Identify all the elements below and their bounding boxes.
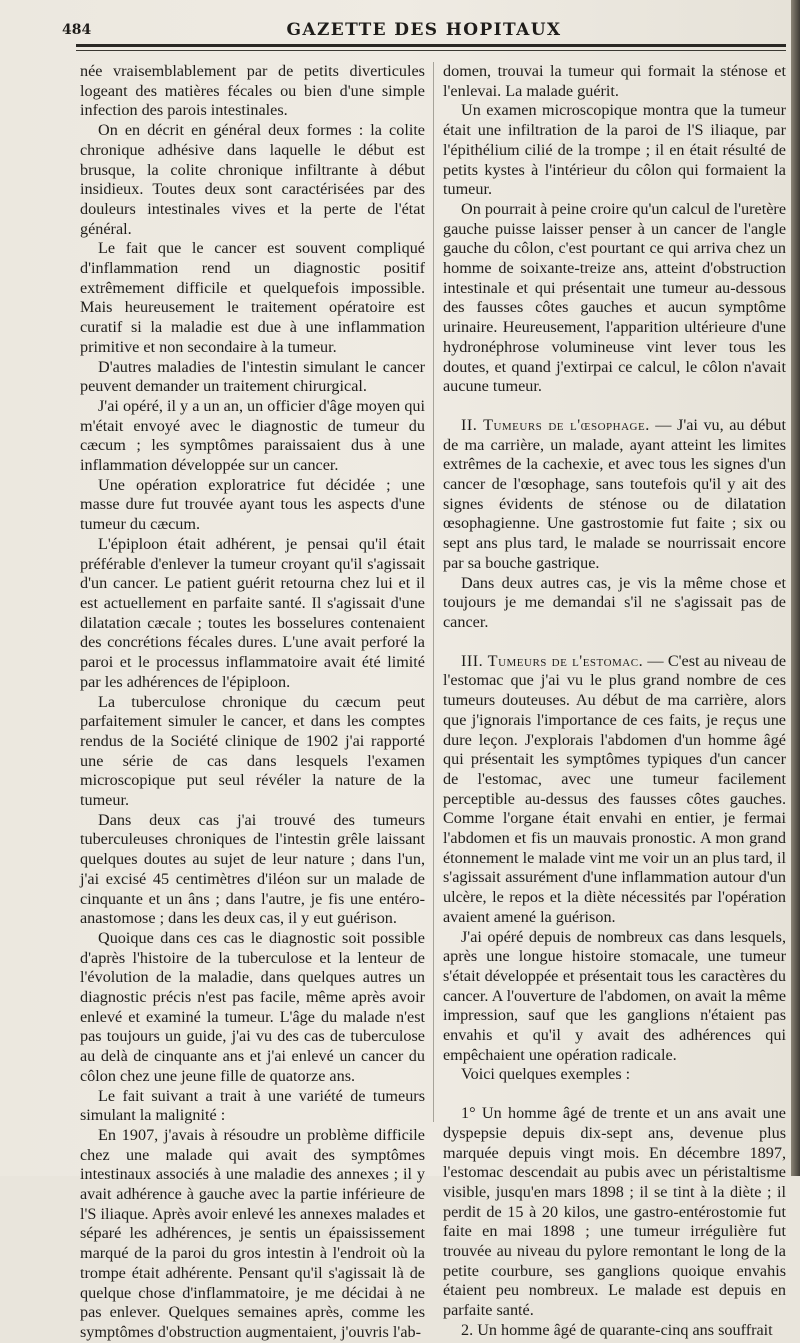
right-column	[443, 62, 786, 1341]
header-rule-thick	[76, 44, 786, 47]
paragraph: Quoique dans ces cas le diagnostic soit possible d'après l'histoire de la tuberculose et la lenteur de l'évolution de la maladie, dans quelques autres un diagnostic précis n'est pas facile, même après avoir enlevé et examiné la tumeur. L'âge du malade n'est pas toujours un guide, j'ai vu des cas de tuberculose au delà de cinquante ans et j'ai enlevé un cancer du côlon chez une jeune fille de quatorze ans.	[80, 928, 425, 1085]
binding-edge	[791, 0, 800, 1176]
paragraph: En 1907, j'avais à résoudre un problème difficile chez une malade qui avait des symptômes intestinaux associés à une maladie des annexes ; il y avait adhérence à gauche avec la partie inférieure de l'S iliaque. Après avoir enlevé les annexes malades et séparé les adhérences, je sentis un épaississement marqué de la paroi du gros intestin à l'endroit où la trompe était adhérente. Pensant qu'il s'agissait là de quelque chose d'inflammatoire, je me décidai à ne pas enlever. Quelques semaines après, comme les symptômes d'obstruction augmentaient, j'ouvris l'ab-	[80, 1125, 425, 1341]
left-column	[80, 62, 425, 1343]
section-text: — J'ai vu, au début de ma carrière, un malade, ayant atteint les limites extrêmes de la cachexie, et avec tous les signes d'un cancer de l'œsophage, sans toutefois qu'il y ait des signes évidents de sténose ou de dilatation œsophagienne. Une gastrostomie fut faite ; six ou sept ans plus tard, le malade se nourrissait encore par sa bouche gastrique.	[443, 415, 787, 572]
paragraph: Le fait suivant a trait à une variété de tumeurs simulant la malignité :	[80, 1086, 425, 1125]
paragraph: Voici quelques exemples :	[461, 1065, 631, 1084]
paragraph: née vraisemblablement par de petits diverticules logeant des matières fécales ou bien d'une simple infection des parois intestinales.	[80, 62, 425, 120]
header-rule-thin	[76, 50, 786, 51]
column-divider	[433, 62, 434, 1122]
example-paragraph: 1° Un homme âgé de trente et un ans avait une dyspepsie depuis dix-sept ans, devenue plus marquée depuis vingt mois. En décembre 1897, l'estomac descendait au pubis avec un péristaltisme visible, jusqu'en mars 1898 ; il se tint à la diète ; il perdit de 15 à 20 kilos, une gastro-entérostomie fut faite en mai 1898 ; une tumeur irrégulière fut trouvée au niveau du pylore remontant le long de la petite courbure, ses ganglions quoique envahis étaient peu nombreux. Le malade est depuis en parfaite santé.	[443, 1104, 786, 1320]
paragraph: On en décrit en général deux formes : la colite chronique adhésive dans laquelle le début est brusque, la colite chronique infiltrante à début insidieux. Toutes deux sont caractérisées par des douleurs intestinales vives et la perte de l'état général.	[80, 121, 425, 238]
paragraph: Dans deux autres cas, je vis la même chose et toujours je me demandai s'il ne s'agissait pas de cancer.	[443, 573, 786, 631]
paragraph: D'autres maladies de l'intestin simulant le cancer peuvent demander un traitement chirurgical.	[80, 357, 425, 396]
journal-title: GAZETTE DES HOPITAUX	[286, 20, 562, 40]
section-heading: II. Tumeurs de l'œsophage.	[461, 415, 650, 434]
paragraph: La tuberculose chronique du cæcum peut parfaitement simuler le cancer, et dans les comptes rendus de la Société clinique de 1902 j'ai rapporté une série de cas dans lesquels l'examen microscopique put seul révéler la nature de la tumeur.	[80, 692, 425, 810]
paragraph: J'ai opéré, il y a un an, un officier d'âge moyen qui m'était envoyé avec le diagnostic de tumeur du cæcum ; les symptômes paraissaient dus à une inflammation développée sur un cancer.	[80, 396, 425, 475]
running-header	[62, 16, 786, 42]
section-paragraph	[443, 416, 786, 574]
section-text: — C'est au niveau de l'estomac que j'ai vu le plus grand nombre de ces tumeurs douteuses. Au début de ma carrière, alors que j'ignorais l'importance de ces faits, je reçus une dure leçon. J'explorais l'abdomen d'un homme âgé qui présentait les symptômes typiques d'un cancer de l'estomac, avec une tumeur facilement perceptible au-dessus des fausses côtes gauches. Comme l'organe était envahi en entier, je fermai l'abdomen et fis un mauvais pronostic. A mon grand étonnement le malade vint me voir un an plus tard, il s'agissait assurément d'une inflammation autour d'un ulcère, le repos et la diète nécessités par l'opération avaient amené la guérison.	[443, 651, 787, 926]
paragraph: J'ai opéré depuis de nombreux cas dans lesquels, après une longue histoire stomacale, une tumeur s'était développée et présentait tous les caractères du cancer. A l'ouverture de l'abdomen, on avait la même impression, sauf que les ganglions n'étaient pas envahis et qu'il y avait des adhérences qui empêchaient une opération radicale.	[443, 927, 786, 1064]
paragraph: L'épiploon était adhérent, je pensai qu'il était préférable d'enlever la tumeur croyant qu'il s'agissait d'un cancer. Le patient guérit retourna chez lui et il est actuellement en parfaite santé. Il s'agissait d'une dilatation cæcale ; toutes les bosselures contenaient des concrétions fécales dures. L'une avait perforé la paroi et le processus inflammatoire avait été limité par les adhérences de l'épiploon.	[80, 534, 425, 691]
paragraph: domen, trouvai la tumeur qui formait la sténose et l'enlevai. La malade guérit.	[443, 62, 786, 100]
example-paragraph: 2. Un homme âgé de quarante-cinq ans souffrait	[461, 1320, 773, 1339]
paragraph: On pourrait à peine croire qu'un calcul de l'uretère gauche puisse laisser penser à un cancer de l'angle gauche du côlon, c'est pourtant ce qui arriva chez un homme de soixante-treize ans, atteint d'obstruction intestinale et qui présentait une tumeur au-dessous des fausses côtes gauches et aucun symptôme urinaire. Heureusement, l'apparition ultérieure d'une hydronéphrose volumineuse vint lever tous les doutes, et quand j'extirpai ce calcul, le côlon n'avait aucune tumeur.	[443, 199, 786, 396]
page-number: 484	[62, 22, 92, 38]
paragraph: Dans deux cas j'ai trouvé des tumeurs tuberculeuses chroniques de l'intestin grêle laissant quelques doutes au sujet de leur nature ; dans l'un, j'ai excisé 45 centimètres d'iléon sur un malade de cinquante et un âns ; dans l'autre, je fis une entéro-anastomose ; dans les deux cas, il y eut guérison.	[80, 810, 425, 928]
paragraph: Une opération exploratrice fut décidée ; une masse dure fut trouvée ayant tous les aspects d'une tumeur du cæcum.	[80, 475, 425, 534]
section-heading: III. Tumeurs de l'estomac.	[461, 651, 644, 670]
paragraph: Le fait que le cancer est souvent compliqué d'inflammation rend un diagnostic positif extrêmement difficile et quelquefois impossible. Mais heureusement le traitement opératoire est curatif si la maladie est due à une inflammation primitive et non secondaire à la tumeur.	[80, 239, 425, 356]
paragraph: Un examen microscopique montra que la tumeur était une infiltration de la paroi de l'S iliaque, par l'épithélium cilié de la trompe ; il en était résulté de petits kystes à l'intérieur du côlon qui formaient la tumeur.	[443, 101, 786, 199]
section-paragraph	[443, 652, 786, 928]
